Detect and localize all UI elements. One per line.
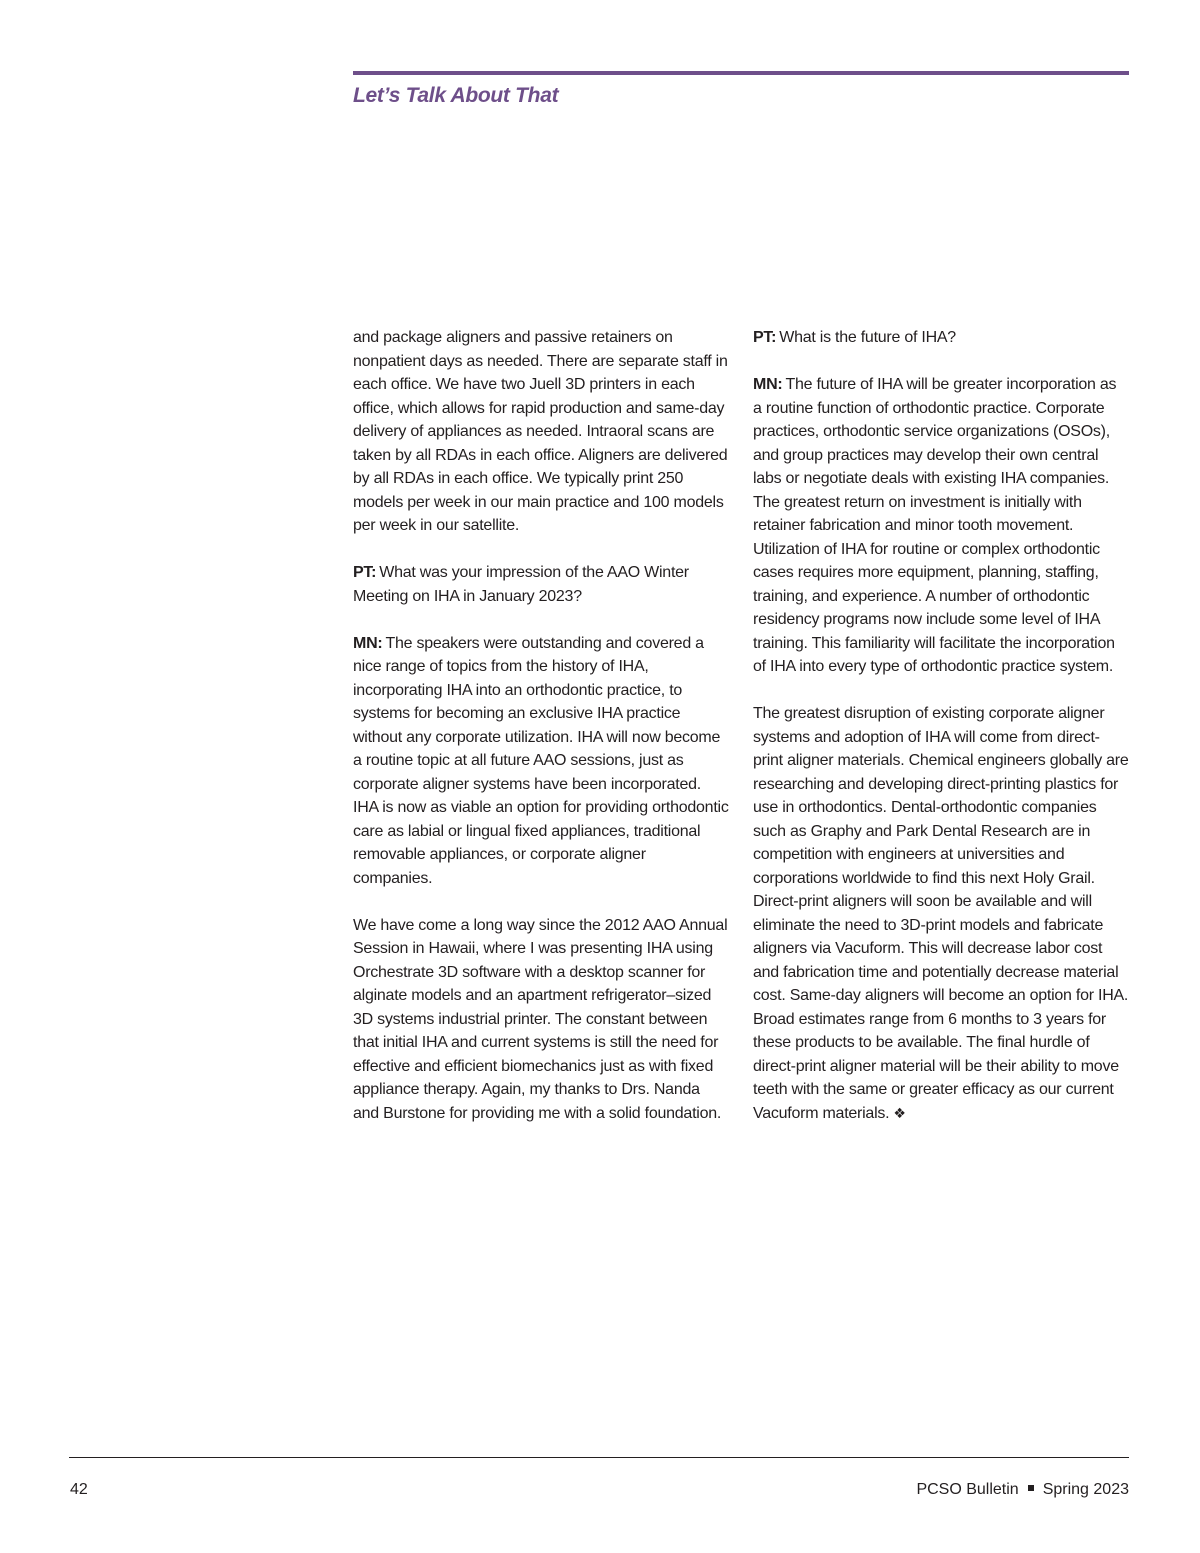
section-title: Let’s Talk About That — [353, 84, 559, 107]
issue-date: Spring 2023 — [1042, 1481, 1129, 1498]
speaker-label: MN: — [353, 634, 383, 652]
answer — [353, 632, 729, 891]
publication-name: PCSO Bulletin — [916, 1481, 1019, 1498]
end-mark-icon: ❖ — [893, 1104, 906, 1121]
paragraph: and package aligners and passive retainers on nonpatient days as needed. There are separate staff in each office. We have two Juell 3D printers in each office, which allows for rapid production and same-day delivery of appliances as needed. Intraoral scans are taken by all RDAs in each office. Aligners are delivered by all RDAs in each office. We typically print 250 models per week in our main practice and 100 models per week in our satellite. — [353, 329, 728, 534]
paragraph — [753, 702, 1129, 1125]
answer-text: The future of IHA will be greater incorporation as a routine function of orthodontic practice. Corporate practices, orthodontic service organizations (OSOs), and group practices may develop their own central labs or negotiate deals with existing IHA companies. The greatest return on investment is initially with retainer fabrication and minor tooth movement. Utilization of IHA for routine or complex orthodontic cases requires more equipment, planning, staffing, training, and experience. A number of orthodontic residency programs now include some level of IHA training. This familiarity will facilitate the incorporation of IHA into every type of orthodontic practice system. — [753, 376, 1117, 675]
answer — [753, 373, 1129, 679]
speaker-label: PT: — [753, 329, 777, 346]
page-number: 42 — [70, 1481, 88, 1498]
paragraph-text: The greatest disruption of existing corporate aligner systems and adoption of IHA will come from direct-print aligner materials. Chemical engineers globally are researching and developing direct-printing plastics for use in orthodontics. Dental-orthodontic companies such as Graphy and Park Dental Research are in competition with engineers at universities and corporations worldwide to find this next Holy Grail. Direct-print aligners will soon be available and will eliminate the need to 3D-print models and fabricate aligners via Vacuform. This will decrease labor cost and fabrication time and potentially decrease material cost. Same-day aligners will become an option for IHA. Broad estimates range from 6 months to 3 years for these products to be available. The final hurdle of direct-print aligner material will be their ability to move teeth with the same or greater efficacy as our current Vacuform materials. — [753, 705, 1129, 1122]
question-text: What was your impression of the AAO Winter Meeting on IHA in January 2023? — [353, 564, 689, 605]
question-text: What is the future of IHA? — [779, 329, 956, 346]
header-rule — [353, 71, 1129, 75]
speaker-label: PT: — [353, 564, 377, 581]
left-column — [353, 326, 729, 1149]
paragraph: We have come a long way since the 2012 AAO Annual Session in Hawaii, where I was presenting IHA using Orchestrate 3D software with a desktop scanner for alginate models and an apartment refrigerator–sized 3D systems industrial printer. The constant between that initial IHA and current systems is still the need for effective and efficient biomechanics just as with fixed appliance therapy. Again, my thanks to Drs. Nanda and Burstone for providing me with a solid foundation. — [353, 916, 728, 1122]
square-bullet-icon — [1028, 1485, 1034, 1491]
right-column — [753, 326, 1129, 1149]
question — [353, 561, 729, 608]
answer-text: The speakers were outstanding and covered a nice range of topics from the history of IHA, incorporating IHA into an orthodontic practice, to systems for becoming an exclusive IHA practice without any corporate utilization. IHA will now become a routine topic at all future AAO sessions, just as corporate aligner systems have been incorporated. IHA is now as viable an option for providing orthodontic care as labial or lingual fixed appliances, traditional removable appliances, or corporate aligner companies. — [353, 634, 729, 887]
question — [753, 326, 1129, 350]
footer-rule — [69, 1457, 1129, 1458]
speaker-label: MN: — [753, 376, 783, 393]
footer-publication-info — [916, 1481, 1129, 1499]
